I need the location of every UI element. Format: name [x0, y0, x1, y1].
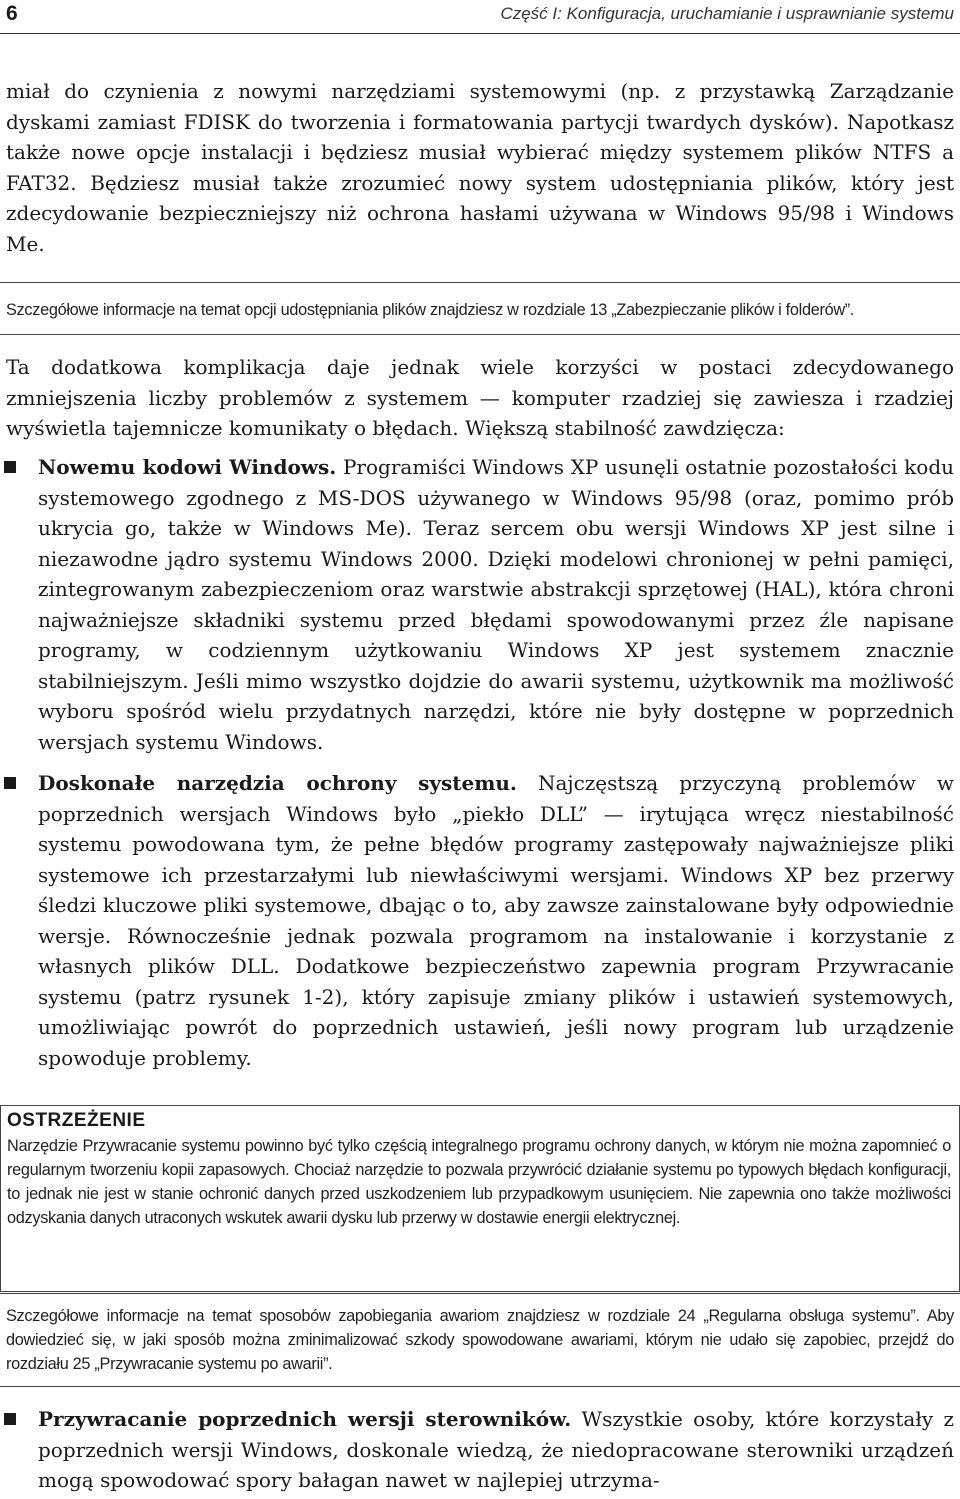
note-failure-prevention: Szczegółowe informacje na temat sposobów zapobiegania awariom znajdziesz w rozdziale 24 „Regularna obsługa systemu”. Aby dowiedzieć się, w jaki sposób można zminimalizować szkody spowodowane awariami, którym nie udało się zapobiec, przejdź do rozdziału 25 „Przywracanie systemu po awarii”. [6, 1307, 954, 1373]
bullet-title: Przywracanie poprzednich wersji sterowników. [38, 1407, 572, 1431]
bullet-title: Doskonałe narzędzia ochrony systemu. [38, 771, 517, 795]
bullet-square-icon [4, 1413, 16, 1425]
bullet-text: Wszystkie osoby, które korzystały z poprzednich wersji Windows, doskonale wiedzą, że niedopracowane sterowniki urządzeń mogą spowodować spory bałagan nawet w najlepiej utrzyma- [38, 1407, 954, 1492]
bullet-body [38, 452, 954, 757]
note2-divider-bottom [0, 1386, 960, 1387]
warning-text: Narzędzie Przywracanie systemu powinno być tylko częścią integralnego programu ochrony danych, w którym nie można zapomnieć o regularnym tworzeniu kopii zapasowych. Chociaż narzędzie to pozwala przywrócić działanie systemu po typowych błędach konfiguracji, to jednak nie jest w stanie ochronić danych przed uszkodzeniem lub przypadkowym usunięciem. Nie zapewnia ono także możliwości odzyskania danych utraconych wskutek awarii dysku lub przerwy w dostawie energii elektrycznej. [7, 1137, 951, 1227]
bullet-title: Nowemu kodowi Windows. [38, 455, 337, 479]
bullet-body [38, 768, 954, 1073]
header-divider [0, 33, 960, 34]
page-number: 6 [6, 2, 18, 25]
paragraph-stability: Ta dodatkowa komplikacja daje jednak wiele korzyści w postaci zdecydowanego zmniejszenia liczby problemów z systemem — komputer rzadziej się zawiesza i rzadziej wyświetla tajemnicze komunikaty o błędach. Większą stabilność zawdzięcza: [6, 355, 954, 440]
warning-title: OSTRZEŻENIE [7, 1110, 146, 1131]
bullet-body [38, 1404, 954, 1496]
note-file-sharing: Szczegółowe informacje na temat opcji udostępniania plików znajdziesz w rozdziale 13 „Zabezpieczanie plików i folderów”. [6, 301, 855, 319]
bullet-square-icon [4, 777, 16, 789]
note-divider-bottom [0, 334, 960, 335]
running-title: Część I: Konfiguracja, uruchamianie i usprawnianie systemu [500, 4, 954, 23]
page-header [0, 0, 960, 34]
warning-box [0, 1105, 960, 1292]
note2-divider-top [0, 1293, 960, 1294]
paragraph-intro: miał do czynienia z nowymi narzędziami systemowymi (np. z przystawką Zarządzanie dyskami zamiast FDISK do tworzenia i formatowania partycji twardych dysków). Napotkasz także nowe opcje instalacji i będziesz musiał wybierać między systemem plików NTFS a FAT32. Będziesz musiał także zrozumieć nowy system udostępniania plików, który jest zdecydowanie bezpieczniejszy niż ochrona hasłami używana w Windows 95/98 i Windows Me. [6, 79, 954, 256]
bullet-square-icon [4, 461, 16, 473]
bullet-text: Najczęstszą przyczyną problemów w poprzednich wersjach Windows było „piekło DLL” — irytująca wręcz niestabilność systemu powodowana tym, że pełne błędów programy zastępowały najważniejsze pliki systemowe ich przestarzałymi lub niewłaściwymi wersjami. Windows XP bez przerwy śledzi kluczowe pliki systemowe, dbając o to, aby zawsze zainstalowane były odpowiednie wersje. Równocześnie jednak pozwala programom na instalowanie i korzystanie z własnych plików DLL. Dodatkowe bezpieczeństwo zapewnia program Przywracanie systemu (patrz rysunek 1-2), który zapisuje zmiany plików i ustawień systemowych, umożliwiając powrót do poprzednich ustawień, jeśli nowy program lub urządzenie spowoduje problemy. [38, 771, 955, 1070]
note-divider-top [0, 282, 960, 283]
bullet-text: Programiści Windows XP usunęli ostatnie pozostałości kodu systemowego zgodnego z MS-DOS używanego w Windows 95/98 (oraz, pomimo prób ukrycia go, także w Windows Me). Teraz sercem obu wersji Windows XP jest silne i niezawodne jądro systemu Windows 2000. Dzięki modelowi chronionej w pełni pamięci, zintegrowanym zabezpieczeniom oraz warstwie abstrakcji sprzętowej (HAL), która chroni najważniejsze składniki systemu przed błędami spowodowanymi przez źle napisane programy, w codziennym użytkowaniu Windows XP jest systemem znacznie stabilniejszym. Jeśli mimo wszystko dojdzie do awarii systemu, użytkownik ma możliwość wyboru spośród wielu przydatnych narzędzi, które nie były dostępne w poprzednich wersjach systemu Windows. [38, 455, 955, 754]
